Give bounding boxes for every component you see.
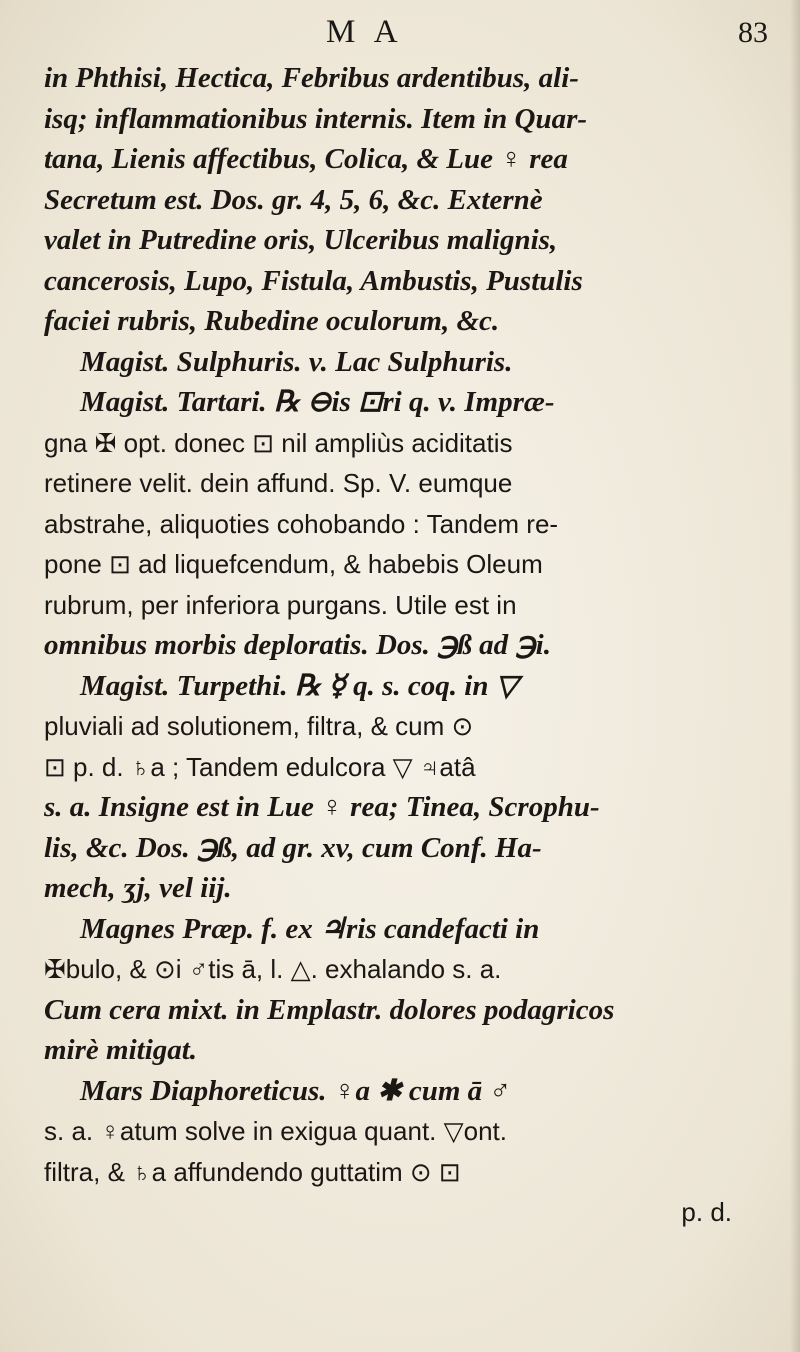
text-line: filtra, & ♄a affundendo guttatim ⊙ ⊡ <box>44 1156 461 1187</box>
text-line: tana, Lienis affectibus, Colica, & Lue ♀ rea <box>44 143 568 175</box>
text-line: Secretum est. Dos. gr. 4, 5, 6, &c. Externè <box>44 183 543 216</box>
page-header <box>0 6 800 54</box>
text-line: isq; inflammationibus internis. Item in Quar- <box>44 102 588 135</box>
text-line: valet in Putredine oris, Ulceribus malignis, <box>44 224 558 256</box>
body-text <box>44 58 784 1233</box>
text-line: lis, &c. Dos. ℈ß, ad gr. xv, cum Conf. Ha- <box>44 831 542 864</box>
text-line: Mars Diaphoreticus. ♀a ✱ cum ā ♂ <box>80 1074 512 1107</box>
text-line: cancerosis, Lupo, Fistula, Ambustis, Pustulis <box>44 264 583 297</box>
text-line: Magist. Turpethi. ℞ ☿ q. s. coq. in ▽ <box>80 669 519 702</box>
text-line: rubrum, per inferiora purgans. Utile est in <box>44 589 517 620</box>
text-line: omnibus morbis deploratis. Dos. ℈ß ad ℈i. <box>44 629 551 661</box>
text-line: s. a. Insigne est in Lue ♀ rea; Tinea, Scrophu- <box>44 791 600 823</box>
text-line-final: p. d. <box>681 1197 732 1227</box>
text-line: gna ✠ opt. donec ⊡ nil ampliùs aciditatis <box>44 427 513 458</box>
text-line: Magnes Præp. f. ex ♃ris candefacti in <box>80 912 540 945</box>
text-line: retinere velit. dein affund. Sp. V. eumque <box>44 468 513 498</box>
text-line: in Phthisi, Hectica, Febribus ardentibus, ali- <box>44 62 579 94</box>
text-line: abstrahe, aliquoties cohobando : Tandem re- <box>44 508 559 539</box>
page-number: 83 <box>738 16 768 49</box>
text-line: Magist. Sulphuris. v. Lac Sulphuris. <box>80 345 513 378</box>
text-line: mech, ʒj, vel iij. <box>44 872 232 904</box>
text-line: pluviali ad solutionem, filtra, & cum ⊙ <box>44 711 474 741</box>
text-line: Magist. Tartari. ℞ ⊖is ⊡ri q. v. Impræ- <box>80 386 555 418</box>
text-line: faciei rubris, Rubedine oculorum, &c. <box>44 305 500 337</box>
text-line: Cum cera mixt. in Emplastr. dolores podagricos <box>44 993 615 1026</box>
text-line: ⊡ p. d. ♄a ; Tandem edulcora ▽ ♃atâ <box>44 751 476 782</box>
page-edge-shadow <box>790 0 800 1352</box>
text-line: mirè mitigat. <box>44 1034 198 1066</box>
text-line: pone ⊡ ad liquefcendum, & habebis Oleum <box>44 549 543 579</box>
text-line: s. a. ♀atum solve in exigua quant. ▽ont. <box>44 1116 507 1146</box>
running-head: M A <box>326 14 404 50</box>
text-line: ✠bulo, & ⊙i ♂tis ā, l. △. exhalando s. a. <box>44 954 502 984</box>
